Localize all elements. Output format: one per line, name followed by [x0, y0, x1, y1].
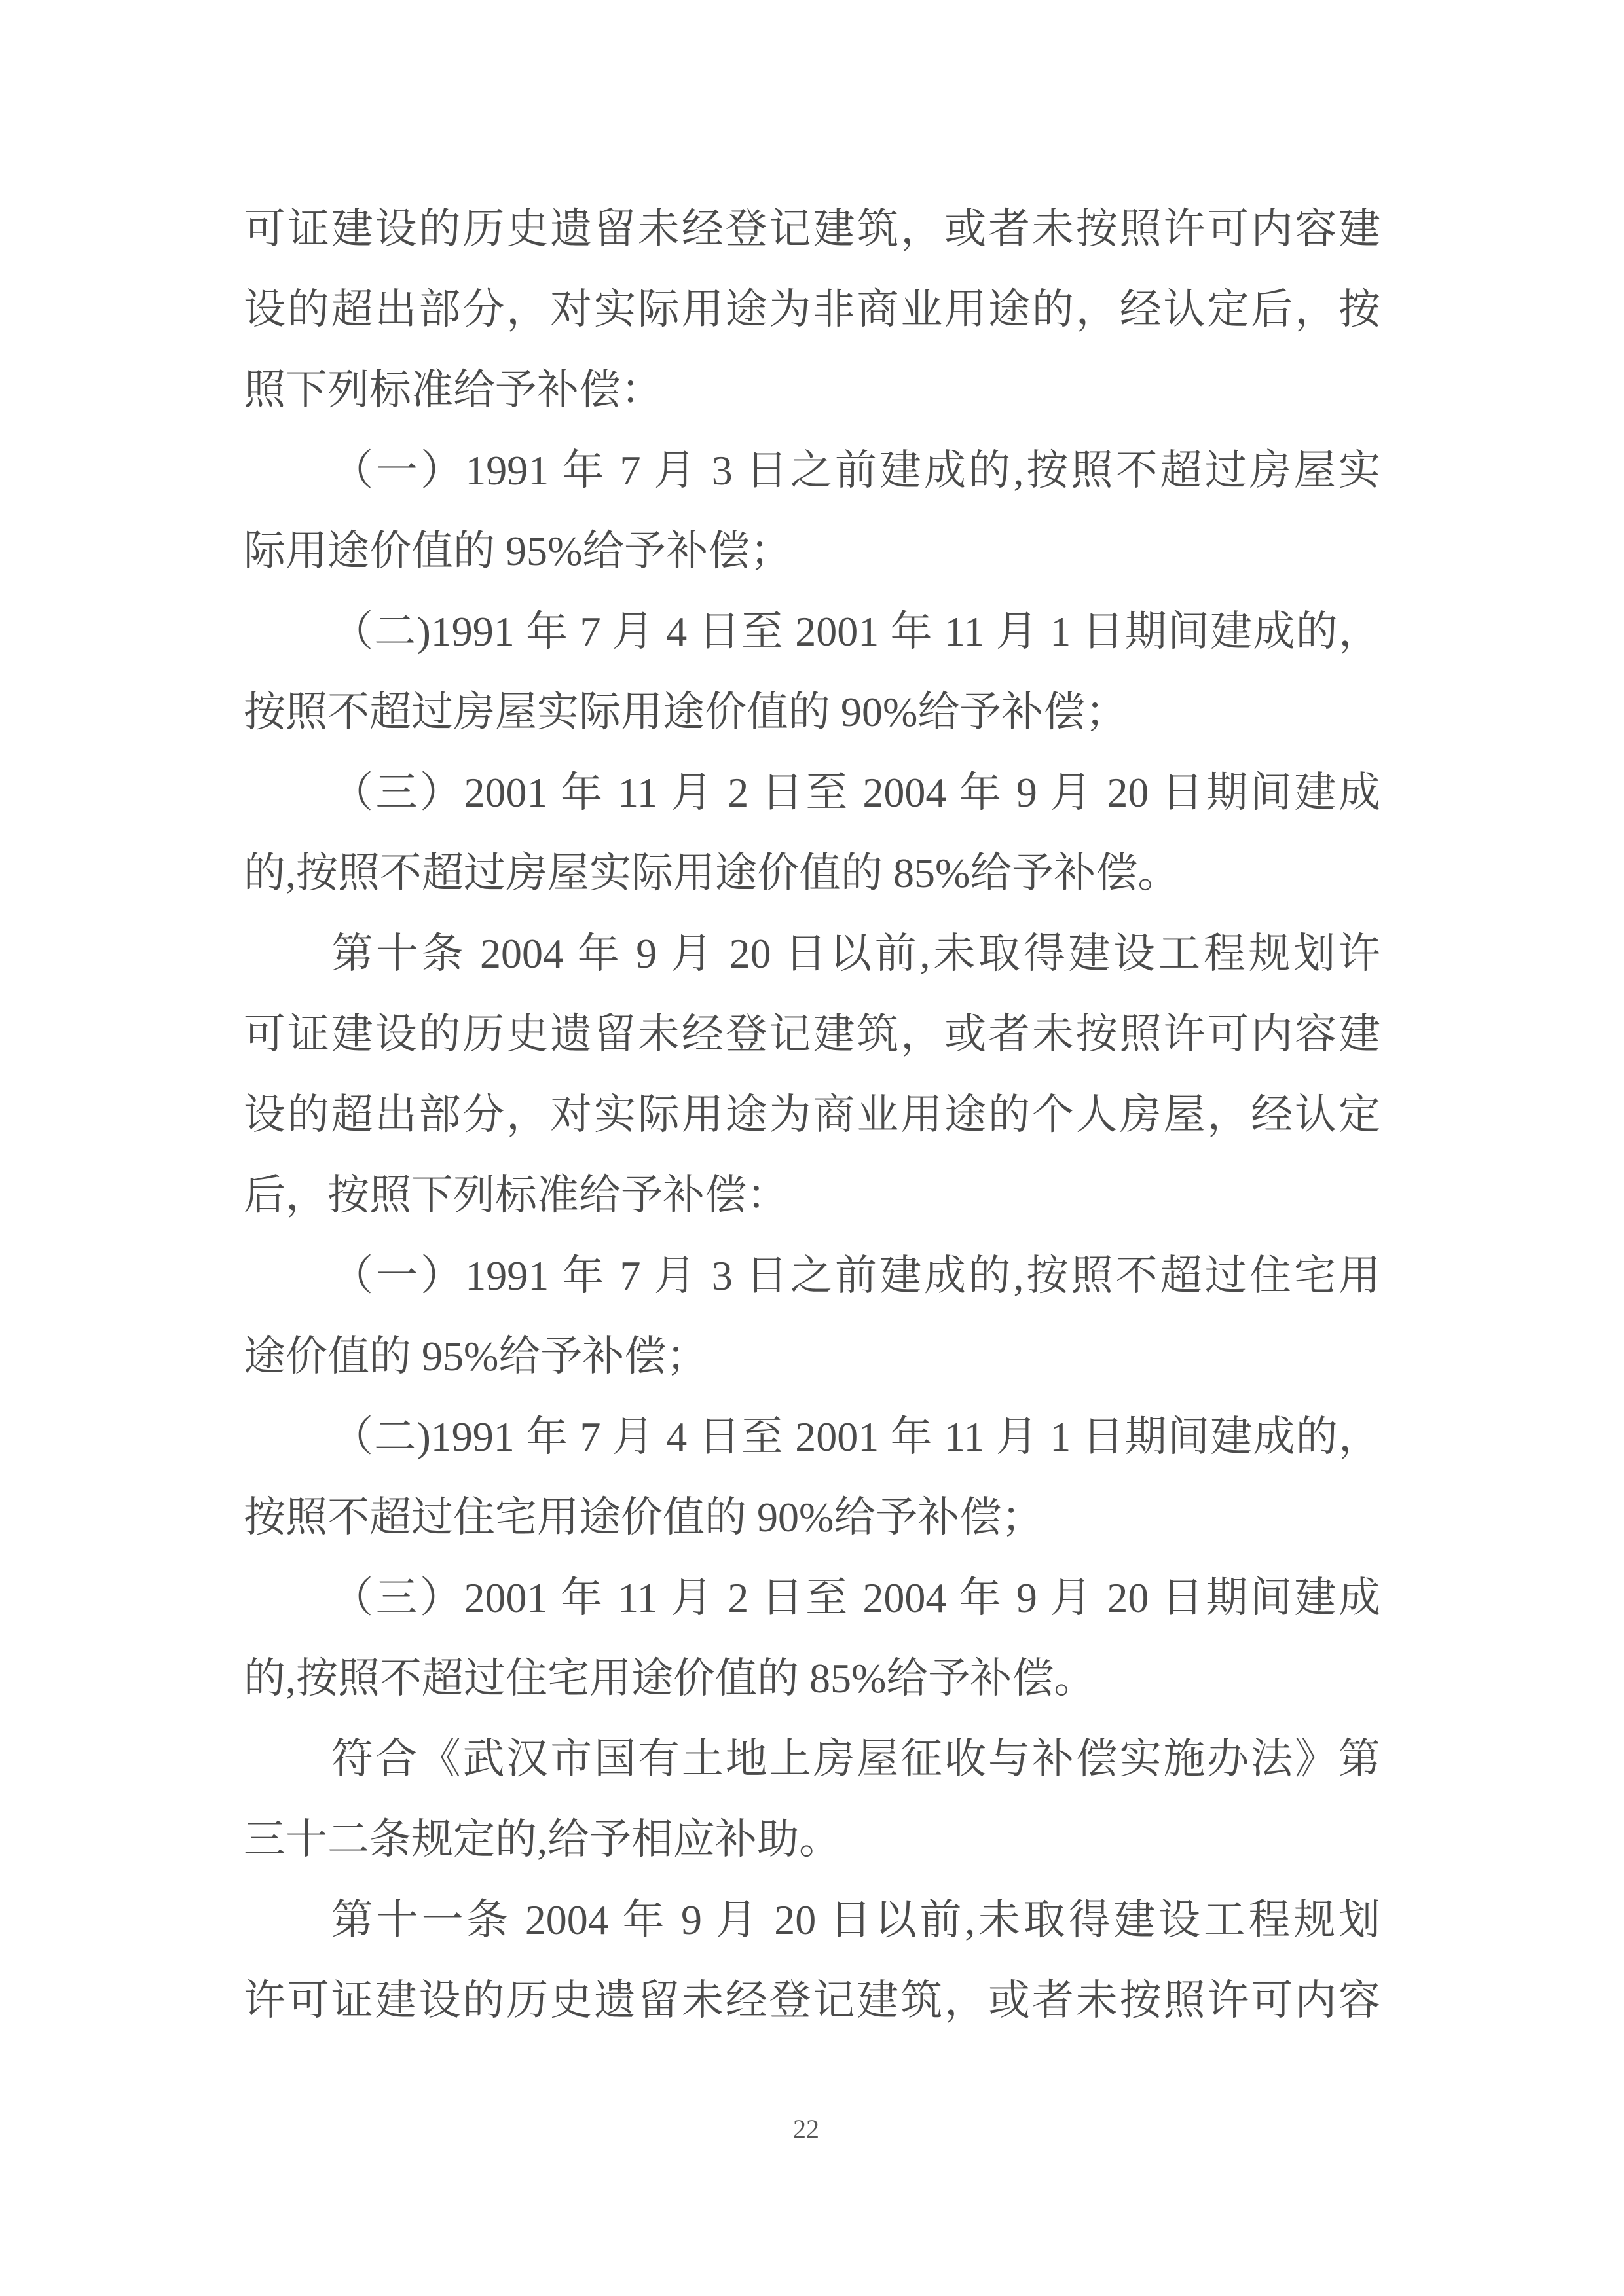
text-line: 的,按照不超过住宅用途价值的 85%给予补偿。	[244, 1655, 1096, 1702]
text-line: 符合《武汉市国有土地上房屋征收与补偿实施办法》第	[331, 1736, 1380, 1782]
page-number: 22	[793, 2114, 819, 2143]
text-line: 后，按照下列标准给予补偿：	[244, 1172, 788, 1218]
document-body	[244, 189, 1380, 2041]
text-line: 设的超出部分，对实际用途为非商业用途的，经认定后，按	[244, 286, 1380, 333]
text-line: 设的超出部分，对实际用途为商业用途的个人房屋，经认定	[244, 1091, 1380, 1138]
text-line: （三）2001 年 11 月 2 日至 2004 年 9 月 20 日期间建成	[331, 1575, 1380, 1621]
text-line: （二)1991 年 7 月 4 日至 2001 年 11 月 1 日期间建成的，	[331, 1413, 1380, 1460]
text-line: 际用途价值的 95%给予补偿；	[244, 528, 792, 574]
text-line: 可证建设的历史遗留未经登记建筑，或者未按照许可内容建	[244, 1011, 1380, 1057]
text-line: 按照不超过房屋实际用途价值的 90%给予补偿；	[244, 689, 1128, 735]
text-line: 第十条 2004 年 9 月 20 日以前,未取得建设工程规划许	[331, 930, 1380, 977]
text-line: 许可证建设的历史遗留未经登记建筑，或者未按照许可内容	[244, 1977, 1380, 2024]
text-line: （一）1991 年 7 月 3 日之前建成的,按照不超过住宅用	[331, 1252, 1380, 1299]
text-line: 照下列标准给予补偿：	[244, 367, 663, 413]
text-line: （二)1991 年 7 月 4 日至 2001 年 11 月 1 日期间建成的，	[331, 608, 1380, 655]
text-line: 按照不超过住宅用途价值的 90%给予补偿；	[244, 1494, 1044, 1540]
text-line: 途价值的 95%给予补偿；	[244, 1333, 709, 1379]
text-line: （一）1991 年 7 月 3 日之前建成的,按照不超过房屋实	[331, 447, 1380, 494]
text-line: 可证建设的历史遗留未经登记建筑，或者未按照许可内容建	[244, 206, 1380, 252]
text-line: 的,按照不超过房屋实际用途价值的 85%给予补偿。	[244, 850, 1180, 896]
text-line: 第十一条 2004 年 9 月 20 日以前,未取得建设工程规划	[331, 1897, 1380, 1943]
text-line: 三十二条规定的,给予相应补助。	[244, 1816, 841, 1863]
text-line: （三）2001 年 11 月 2 日至 2004 年 9 月 20 日期间建成	[331, 769, 1380, 816]
